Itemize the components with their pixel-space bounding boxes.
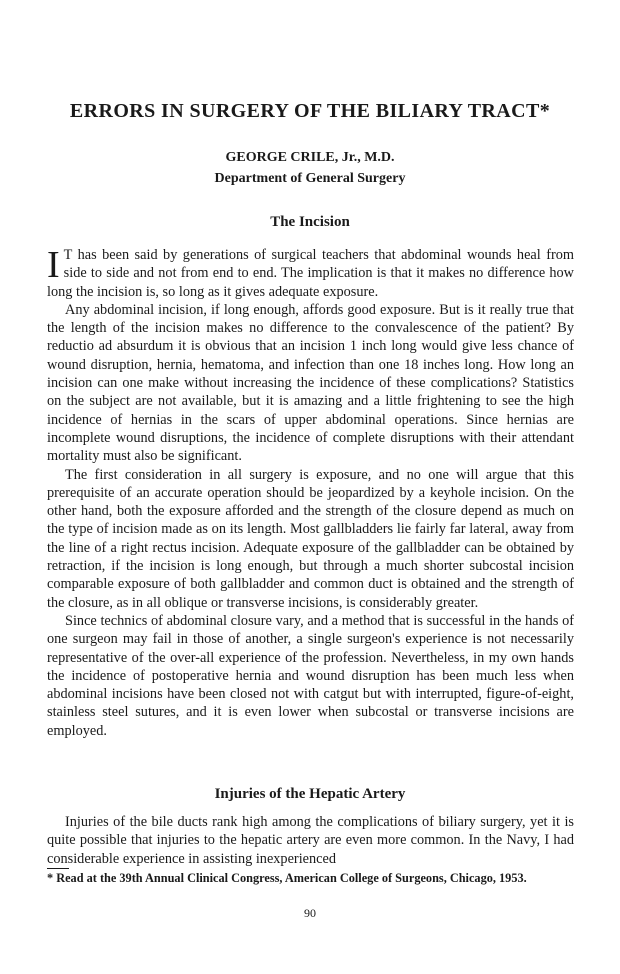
- paragraph: Injuries of the bile ducts rank high among the complications of biliary surgery, yet it is quite possible that injuries to the hepatic artery are even more common. In the Navy, I had considerable experience in assisting inexperienced: [47, 814, 574, 867]
- footnote: * Read at the 39th Annual Clinical Congress, American College of Surgeons, Chicago, 1953.: [47, 871, 527, 885]
- paragraph: Any abdominal incision, if long enough, affords good exposure. But is it really true that the length of the incision makes no difference to the convalescence of the patient? By reductio ad absurdum it is obvious that an incision 1 inch long would give less chance of wound disruption, hernia, hematoma, and infection than one 18 inches long. How long an incision can one make without increasing the incidence of these complications? Statistics on the subject are not available, but it is amazing and a little frightening to see the high incidence of hernias in the scars of upper abdominal operations. Since hernias are incomplete wound disruptions, the incidence of complete disruptions with their attendant mortality must also be significant.: [47, 301, 574, 465]
- paragraph-text: T has been said by generations of surgical teachers that abdominal wounds heal from side to side and not from end to end. The implication is that it makes no difference how long the incision is, so long as it gives adequate exposure.: [47, 247, 574, 300]
- drop-cap: I: [47, 244, 60, 286]
- section-heading-hepatic-artery: Injuries of the Hepatic Artery: [214, 786, 406, 802]
- paragraph: The first consideration in all surgery is exposure, and no one will argue that this prerequisite of an accurate operation should be jeopardized by a keyhole incision. On the other hand, both the exposure afforded and the strength of the closure depend as much on the type of incision made as on its length. Most gallbladders lie fairly far lateral, away from the line of a right rectus incision. Adequate exposure of the gallbladder can be obtained by retraction, if the incision is long enough, but through a much shorter subcostal incision comparable exposure of both gallbladder and common duct is obtained and the strength of the closure, as in all oblique or transverse incisions, is considerably greater.: [47, 466, 574, 611]
- page-number: 90: [304, 906, 316, 920]
- section-heading-incision: The Incision: [270, 214, 350, 230]
- article-title: ERRORS IN SURGERY OF THE BILIARY TRACT*: [69, 100, 551, 122]
- section-body-hepatic-artery: [47, 813, 574, 868]
- footnote-rule: [47, 868, 69, 869]
- paragraph: Since technics of abdominal closure vary, and a method that is successful in the hands of one surgeon may fail in those of another, a single surgeon's experience is not necessarily representative of the over-all experience of the profession. Nevertheless, in my own hands the incidence of postoperative hernia and wound disruption has been much less when abdominal incisions have been closed not with catgut but with interrupted, figure-of-eight, stainless steel sutures, and it is even lower when subcostal or transverse incisions are employed.: [47, 612, 574, 739]
- section-body-incision: [47, 246, 574, 740]
- author-name: GEORGE CRILE, Jr., M.D.: [225, 150, 395, 165]
- author-department: Department of General Surgery: [214, 171, 406, 186]
- paragraph: [47, 246, 574, 301]
